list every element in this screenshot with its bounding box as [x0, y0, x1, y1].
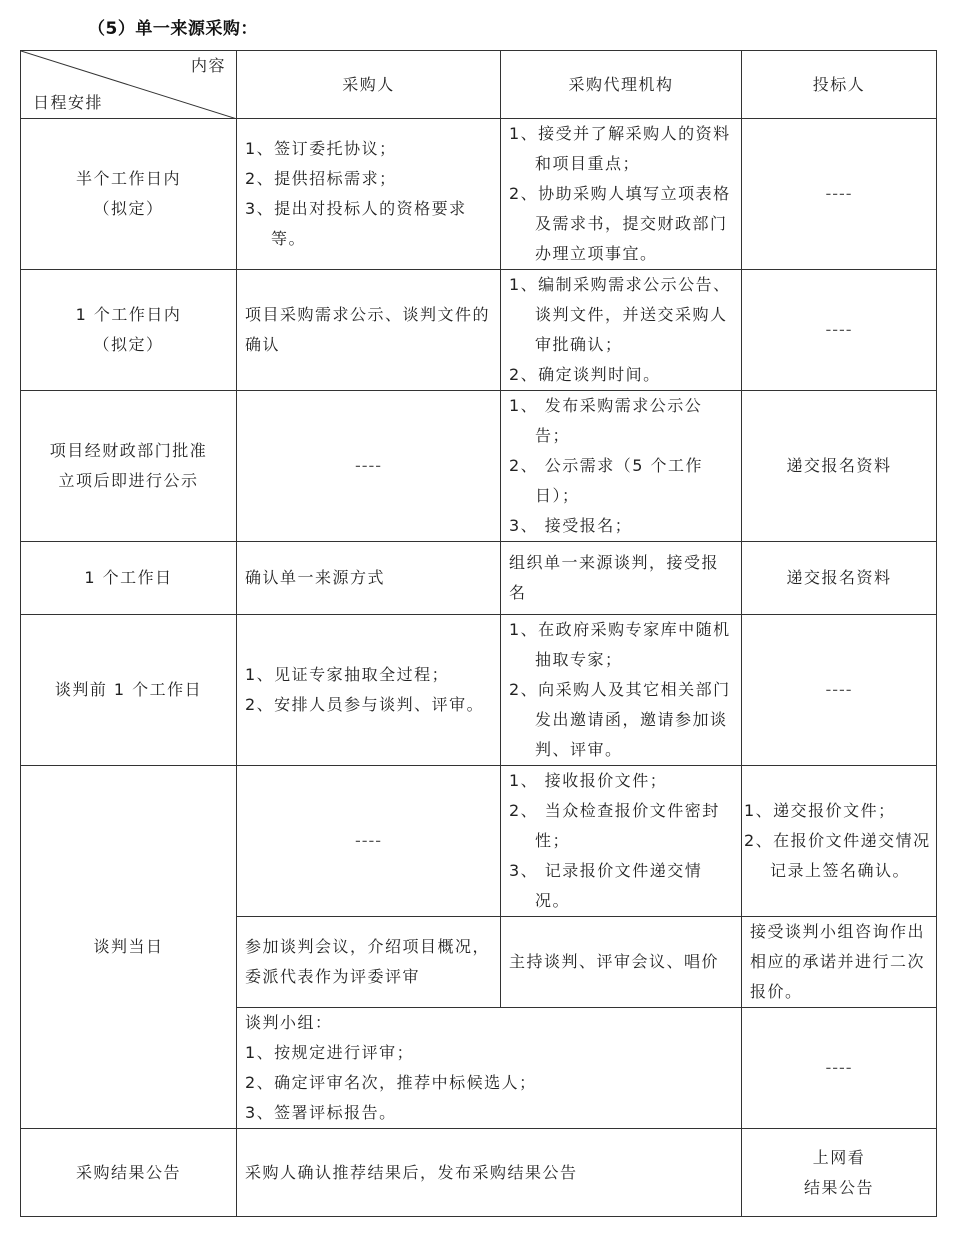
cell-line: 半个工作日内: [75, 169, 181, 188]
cell-line: 1、递交报价文件；: [744, 801, 896, 820]
cell-line: 3、提出对投标人的资格要求等。: [245, 199, 467, 248]
cell-line: 1、按规定进行评审；: [245, 1043, 415, 1062]
cell-line: 3、 接受报名；: [509, 516, 633, 535]
bidder-cell: ----: [742, 270, 937, 391]
cell-line: 2、确定谈判时间。: [509, 365, 661, 384]
cell-line: 3、签署评标报告。: [245, 1103, 397, 1122]
agency-cell: [501, 270, 742, 391]
cell-line: 项目经财政部门批准: [49, 441, 208, 460]
table-row: [21, 391, 937, 542]
section-title: （5）单一来源采购：: [88, 19, 258, 39]
cell-line: 立项后即进行公示: [58, 471, 199, 490]
table-row: [21, 615, 937, 766]
cell-line: 1 个工作日内: [75, 305, 182, 324]
cell-line: 2、在报价文件递交情况记录上签名确认。: [744, 831, 931, 880]
purchaser-cell: 参加谈判会议，介绍项目概况，委派代表作为评委评审: [237, 917, 501, 1008]
schedule-cell: [21, 270, 237, 391]
diagonal-header-cell: [21, 51, 237, 119]
cell-line: 1、 接收报价文件；: [509, 771, 668, 790]
agency-cell: [501, 766, 742, 917]
cell-line: 2、 当众检查报价文件密封性；: [509, 801, 720, 850]
bidder-cell: [742, 1129, 937, 1217]
cell-line: 2、确定评审名次，推荐中标候选人；: [245, 1073, 537, 1092]
schedule-table: [20, 50, 937, 1217]
table-row: [21, 119, 937, 270]
purchaser-cell: 项目采购需求公示、谈判文件的确认: [237, 270, 501, 391]
purchaser-cell: [237, 119, 501, 270]
cell-line: 1、接受并了解采购人的资料和项目重点；: [509, 124, 731, 173]
cell-line: 1、见证专家抽取全过程；: [245, 665, 450, 684]
header-content-label: 内容: [190, 56, 226, 75]
bidder-cell: ----: [742, 1008, 937, 1129]
schedule-cell: [21, 391, 237, 542]
purchaser-cell: ----: [237, 391, 501, 542]
schedule-cell: 谈判前 1 个工作日: [21, 615, 237, 766]
cell-line: 1、编制采购需求公示公告、谈判文件，并送交采购人审批确认；: [509, 275, 731, 354]
table-row: [21, 1129, 937, 1217]
cell-line: 1、 发布采购需求公示公告；: [509, 396, 703, 445]
header-purchaser: 采购人: [237, 51, 501, 119]
cell-line: 2、向采购人及其它相关部门发出邀请函，邀请参加谈判、评审。: [509, 680, 731, 759]
purchaser-cell: ----: [237, 766, 501, 917]
agency-cell: 主持谈判、评审会议、唱价: [501, 917, 742, 1008]
schedule-cell: 采购结果公告: [21, 1129, 237, 1217]
bidder-cell: ----: [742, 615, 937, 766]
schedule-cell: 谈判当日: [21, 766, 237, 1129]
bidder-cell: 递交报名资料: [742, 391, 937, 542]
schedule-cell: 1 个工作日: [21, 542, 237, 615]
agency-cell: [501, 615, 742, 766]
bidder-cell: 接受谈判小组咨询作出相应的承诺并进行二次报价。: [742, 917, 937, 1008]
cell-line: 2、协助采购人填写立项表格及需求书，提交财政部门办理立项事宜。: [509, 184, 731, 263]
cell-line: 谈判小组：: [245, 1013, 333, 1032]
cell-line: 2、 公示需求（5 个工作日）；: [509, 456, 704, 505]
purchaser-cell: 确认单一来源方式: [237, 542, 501, 615]
cell-line: 2、提供招标需求；: [245, 169, 397, 188]
bidder-cell: ----: [742, 119, 937, 270]
header-row: [21, 51, 937, 119]
agency-cell: 组织单一来源谈判，接受报名: [501, 542, 742, 615]
header-schedule-label: 日程安排: [33, 93, 104, 112]
header-agency: 采购代理机构: [501, 51, 742, 119]
bidder-cell: [742, 766, 937, 917]
cell-line: 2、安排人员参与谈判、评审。: [245, 695, 485, 714]
agency-cell: [501, 391, 742, 542]
table-row: [21, 766, 937, 917]
result-cell: 采购人确认推荐结果后，发布采购结果公告: [237, 1129, 742, 1217]
cell-line: 结果公告: [803, 1177, 874, 1197]
cell-line: 上网看: [812, 1147, 866, 1167]
cell-line: 1、在政府采购专家库中随机抽取专家；: [509, 620, 731, 669]
cell-line: 1、签订委托协议；: [245, 139, 397, 158]
header-bidder: 投标人: [742, 51, 937, 119]
cell-line: （拟定）: [93, 199, 164, 218]
panel-cell: [237, 1008, 742, 1129]
agency-cell: [501, 119, 742, 270]
bidder-cell: 递交报名资料: [742, 542, 937, 615]
cell-line: 3、 记录报价文件递交情况。: [509, 861, 703, 910]
table-row: [21, 542, 937, 615]
purchaser-cell: [237, 615, 501, 766]
table-row: [21, 270, 937, 391]
schedule-cell: [21, 119, 237, 270]
cell-line: （拟定）: [93, 335, 164, 354]
